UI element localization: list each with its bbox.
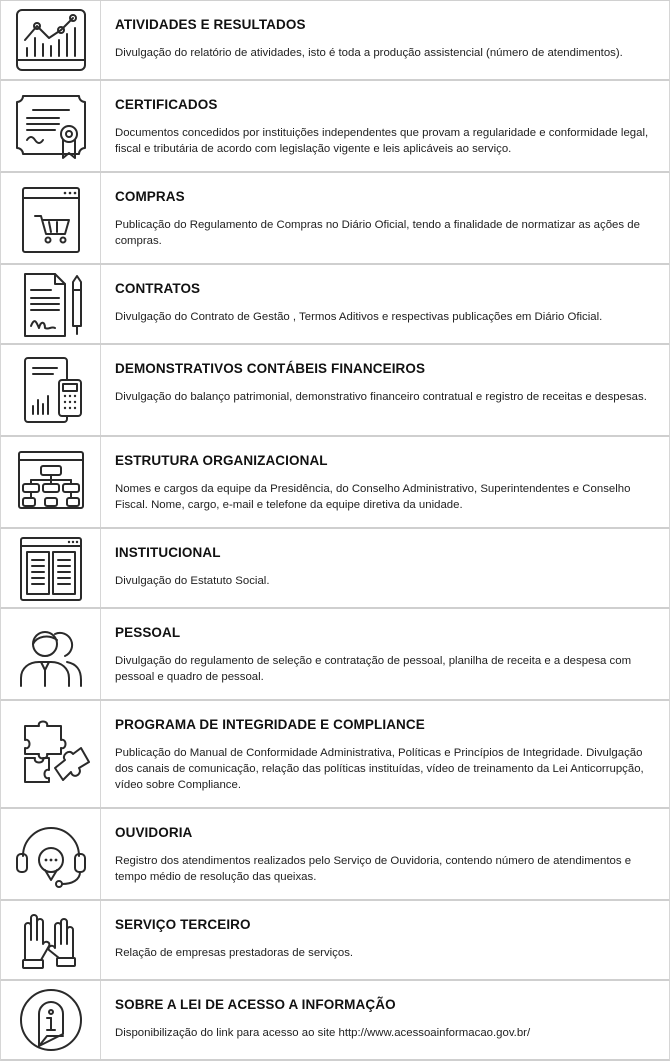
item-description: Divulgação do regulamento de seleção e contratação de pessoal, planilha de receita e a despesa com pessoal e quadro de pessoal.: [115, 655, 632, 683]
shopping-cart-icon: [11, 182, 91, 254]
item-title: OUVIDORIA: [115, 825, 193, 840]
list-item-ouvidoria[interactable]: [0, 809, 670, 901]
item-title: COMPRAS: [115, 189, 185, 204]
list-item-compras[interactable]: [0, 173, 670, 265]
list-item-certificados[interactable]: [0, 81, 670, 173]
item-title: DEMONSTRATIVOS CONTÁBEIS FINANCEIROS: [115, 361, 426, 376]
item-title: CONTRATOS: [115, 281, 201, 296]
item-title: ESTRUTURA ORGANIZACIONAL: [115, 453, 328, 468]
icon-cell: [1, 173, 101, 263]
item-description: Divulgação do Contrato de Gestão , Termos Aditivos e respectivas publicações em Diário Oficial.: [115, 311, 603, 323]
item-title: ATIVIDADES E RESULTADOS: [115, 17, 306, 32]
item-description: Registro dos atendimentos realizados pelo Serviço de Ouvidoria, contendo número de atendimentos e tempo médio de resolução das queixas.: [115, 855, 632, 883]
item-description: Divulgação do relatório de atividades, isto é toda a produção assistencial (número de atendimentos).: [115, 47, 623, 59]
item-title: SOBRE A LEI DE ACESSO A INFORMAÇÃO: [115, 997, 396, 1012]
certificate-icon: [11, 90, 91, 162]
icon-cell: [1, 81, 101, 171]
item-title: SERVIÇO TERCEIRO: [115, 917, 251, 932]
icon-cell: [1, 437, 101, 527]
list-item-atividades[interactable]: [0, 1, 670, 81]
icon-cell: [1, 701, 101, 807]
list-item-lei-acesso[interactable]: [0, 981, 670, 1061]
icon-cell: [1, 1, 101, 79]
list-item-servico-terceiro[interactable]: [0, 901, 670, 981]
list-item-compliance[interactable]: [0, 701, 670, 809]
list-item-estrutura[interactable]: [0, 437, 670, 529]
chart-icon: [11, 4, 91, 76]
raised-hands-icon: [11, 904, 91, 976]
icon-cell: [1, 901, 101, 979]
icon-cell: [1, 265, 101, 343]
headset-icon: [11, 818, 91, 890]
item-description: Divulgação do Estatuto Social.: [115, 575, 270, 587]
icon-cell: [1, 809, 101, 899]
item-title: PROGRAMA DE INTEGRIDADE E COMPLIANCE: [115, 717, 425, 732]
puzzle-icon: [11, 718, 91, 790]
item-description: Relação de empresas prestadoras de serviços.: [115, 947, 354, 959]
info-icon: [11, 984, 91, 1056]
item-description: Publicação do Manual de Conformidade Administrativa, Políticas e Princípios de Integridade. Divulgação dos canais de comunicação, relação das políticas instituídas, vídeo de treinamento da Lei Anticorrupção, vídeo sobre Compliance.: [115, 747, 644, 791]
item-title: INSTITUCIONAL: [115, 545, 221, 560]
list-item-demonstrativos[interactable]: [0, 345, 670, 437]
item-title: PESSOAL: [115, 625, 181, 640]
icon-cell: [1, 529, 101, 607]
open-book-icon: [11, 532, 91, 604]
item-description: Publicação do Regulamento de Compras no Diário Oficial, tendo a finalidade de normatizar as ações de compras.: [115, 219, 640, 247]
financial-report-icon: [11, 354, 91, 426]
icon-cell: [1, 609, 101, 699]
item-description: Divulgação do balanço patrimonial, demonstrativo financeiro contratual e registro de receitas e despesas.: [115, 391, 647, 403]
people-icon: [11, 618, 91, 690]
org-chart-icon: [11, 446, 91, 518]
item-description: Nomes e cargos da equipe da Presidência, do Conselho Administrativo, Superintendentes e Conselho Fiscal. Nome, cargo, e-mail e telefone da equipe diretiva da unidade.: [115, 483, 631, 511]
icon-cell: [1, 345, 101, 435]
contract-pen-icon: [11, 268, 91, 340]
list-item-contratos[interactable]: [0, 265, 670, 345]
list-item-pessoal[interactable]: [0, 609, 670, 701]
list-item-institucional[interactable]: [0, 529, 670, 609]
item-description: Documentos concedidos por instituições independentes que provam a regularidade e conformidade legal, fiscal e tributária de acordo com legislação vigente e leis aplicáveis ao serviço.: [115, 127, 649, 155]
icon-cell: [1, 981, 101, 1059]
item-description: Disponibilização do link para acesso ao site http://www.acessoainformacao.gov.br/: [115, 1027, 531, 1039]
item-title: CERTIFICADOS: [115, 97, 218, 112]
